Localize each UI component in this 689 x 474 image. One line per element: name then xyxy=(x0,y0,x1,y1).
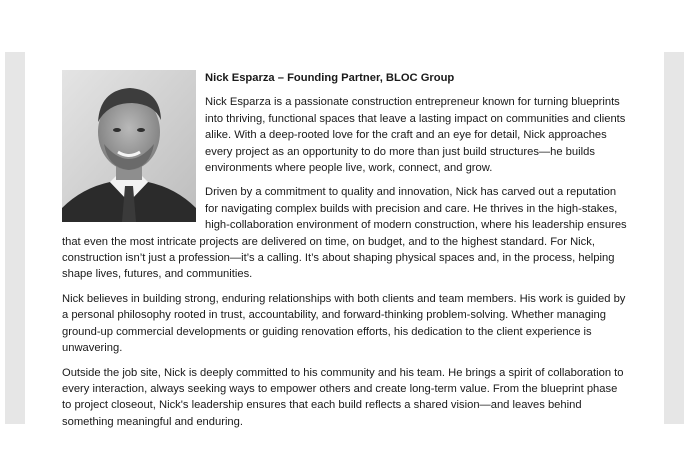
left-margin-band xyxy=(5,52,25,424)
bio-paragraph-4: Outside the job site, Nick is deeply committed to his community and his team. He brings a spirit of collaboration to every interaction, always seeking ways to empower others and create long-term value. From the blueprint phase to project closeout, Nick's leadership ensures that each build reflects a shared vision—and leaves behind something meaningful and enduring. xyxy=(62,366,624,428)
bio-paragraph-3: Nick believes in building strong, enduring relationships with both clients and team members. His work is guided by a personal philosophy rooted in trust, accountability, and forward-thinking problem-solving. Whether managing ground-up commercial developments or guiding renovation efforts, his dedication to the client experience is unwavering. xyxy=(62,292,626,355)
bio-paragraph-1: Nick Esparza is a passionate construction entrepreneur known for turning blueprints into thriving, functional spaces that leave a lasting impact on communities and clients alike. With a deep-rooted love for the craft and an eye for detail, Nick approaches every project as an opportunity to do more than just build structures—he builds environments where people live, work, connect, and grow. xyxy=(205,96,626,175)
bio-heading: Nick Esparza – Founding Partner, BLOC Group xyxy=(205,72,455,84)
bio-document xyxy=(62,70,628,438)
portrait-photo xyxy=(62,70,196,222)
bio-paragraph-2: Driven by a commitment to quality and innovation, Nick has carved out a reputation for navigating complex builds with precision and care. He thrives in the high-stakes, high-collaboration environment of modern construction, where his leadership ensures that even the most intricate projects are delivered on time, on budget, and to the highest standard. For Nick, construction isn’t just a profession—it’s a calling. It’s about shaping physical spaces and, in the process, helping shape lives, futures, and communities. xyxy=(62,186,627,281)
right-margin-band xyxy=(664,52,684,424)
